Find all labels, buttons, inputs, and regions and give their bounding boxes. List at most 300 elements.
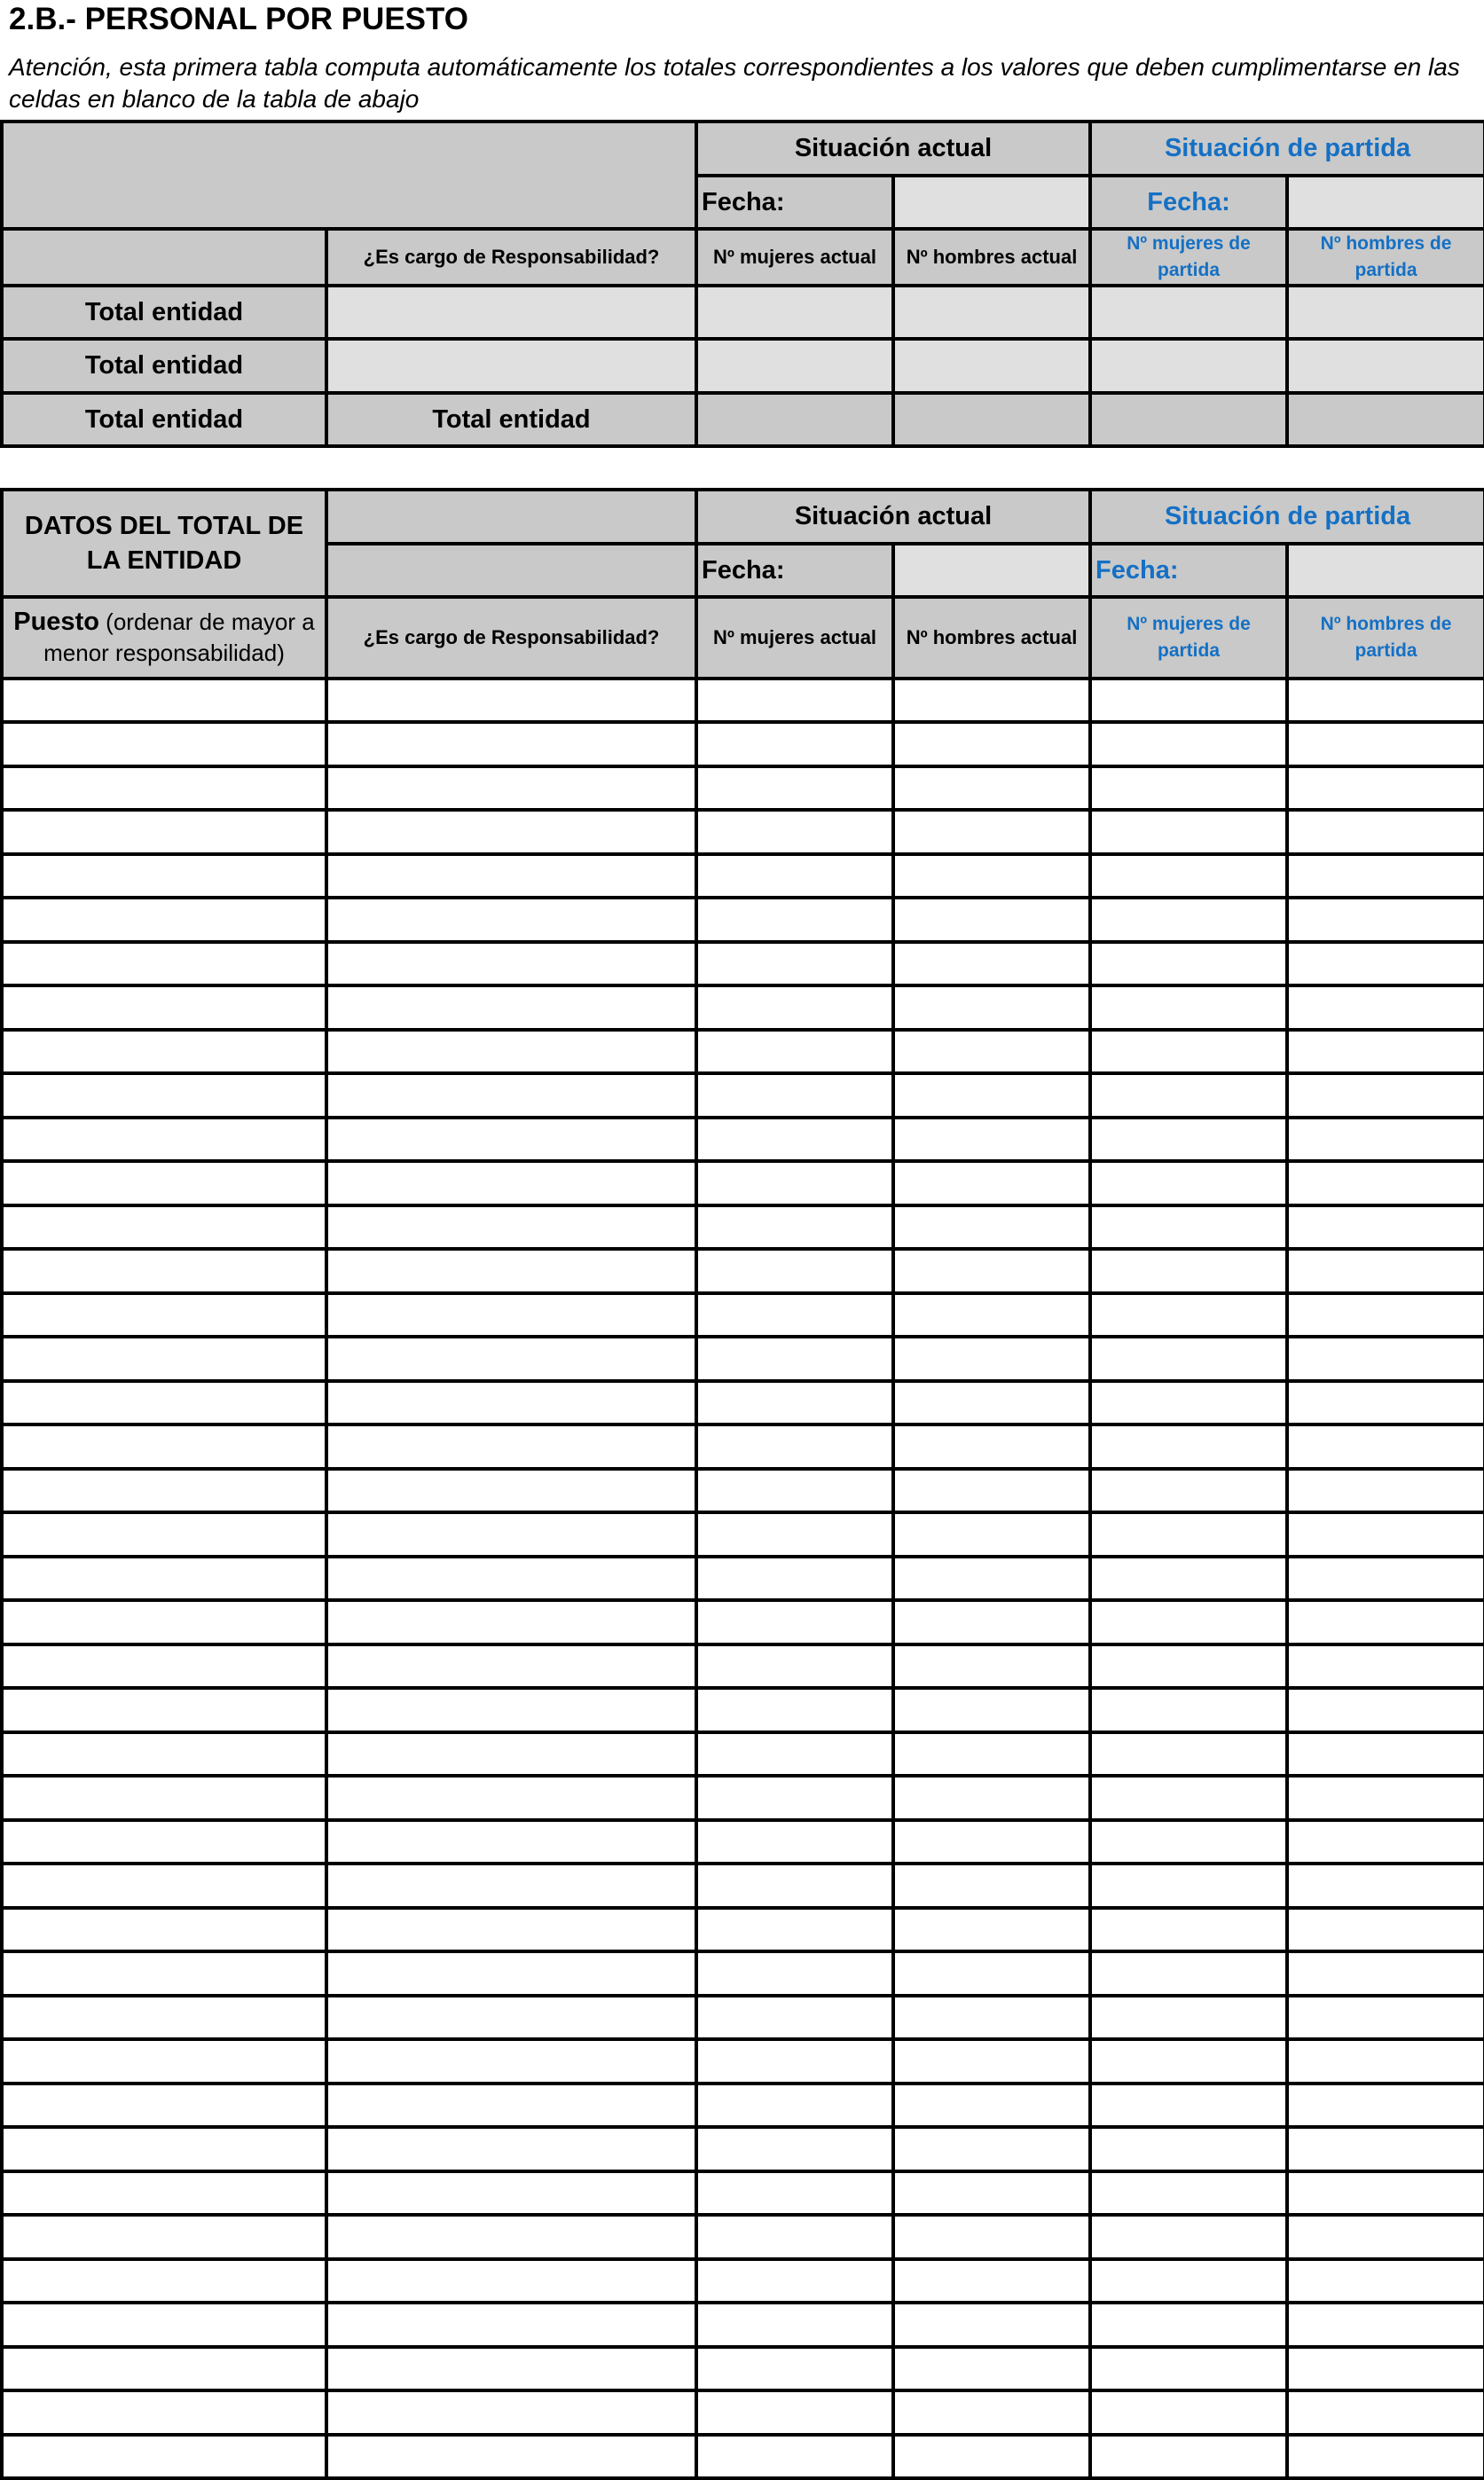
entry-cell-hombres-partida[interactable] — [1287, 1161, 1484, 1205]
table-row — [2, 1776, 1484, 1820]
detail-col-mujeres-actual: Nº mujeres actual — [696, 597, 893, 679]
entry-cell-mujeres-actual[interactable] — [696, 1820, 893, 1864]
entry-cell-puesto[interactable] — [2, 1249, 326, 1293]
entry-cell-mujeres-actual[interactable] — [696, 1951, 893, 1996]
entry-cell-mujeres-actual[interactable] — [696, 722, 893, 766]
entry-cell-mujeres-actual[interactable] — [696, 2171, 893, 2215]
entry-cell-puesto[interactable] — [2, 1688, 326, 1732]
detail-fecha-actual-field[interactable] — [893, 544, 1090, 597]
entry-cell-responsabilidad[interactable] — [326, 898, 696, 942]
entry-cell-mujeres-partida[interactable] — [1090, 1337, 1287, 1381]
entry-cell-hombres-actual[interactable] — [893, 1732, 1090, 1776]
entry-cell-puesto[interactable] — [2, 2390, 326, 2435]
entry-cell-mujeres-partida[interactable] — [1090, 2084, 1287, 2127]
entry-cell-puesto[interactable] — [2, 2127, 326, 2171]
entry-cell-responsabilidad[interactable] — [326, 1469, 696, 1512]
entry-cell-mujeres-partida[interactable] — [1090, 1600, 1287, 1644]
entry-cell-hombres-partida[interactable] — [1287, 1337, 1484, 1381]
entry-cell-responsabilidad[interactable] — [326, 854, 696, 898]
entry-cell-mujeres-partida[interactable] — [1090, 1996, 1287, 2039]
entry-cell-mujeres-partida[interactable] — [1090, 1732, 1287, 1776]
entry-cell-puesto[interactable] — [2, 1512, 326, 1557]
entry-cell-mujeres-actual[interactable] — [696, 1557, 893, 1600]
entry-cell-mujeres-partida[interactable] — [1090, 810, 1287, 854]
entry-cell-mujeres-partida[interactable] — [1090, 1644, 1287, 1688]
entry-cell-hombres-partida[interactable] — [1287, 2435, 1484, 2478]
entry-cell-hombres-actual[interactable] — [893, 1337, 1090, 1381]
summary-fecha-partida-field[interactable] — [1287, 176, 1484, 229]
entry-cell-puesto[interactable] — [2, 1381, 326, 1424]
detail-col-mujeres-partida: Nº mujeres de partida — [1090, 597, 1287, 679]
entry-cell-puesto[interactable] — [2, 766, 326, 810]
entry-cell-hombres-partida[interactable] — [1287, 1864, 1484, 1908]
detail-fecha-actual-label: Fecha: — [696, 544, 893, 597]
entry-cell-mujeres-actual[interactable] — [696, 2259, 893, 2303]
summary-cell-hombres-actual — [893, 339, 1090, 393]
entry-cell-mujeres-partida[interactable] — [1090, 1205, 1287, 1249]
entry-cell-hombres-actual[interactable] — [893, 2084, 1090, 2127]
entry-cell-responsabilidad[interactable] — [326, 1644, 696, 1688]
entry-cell-hombres-partida[interactable] — [1287, 2347, 1484, 2390]
entry-cell-responsabilidad[interactable] — [326, 1557, 696, 1600]
table-row — [2, 1249, 1484, 1293]
summary-cell-responsabilidad — [326, 339, 696, 393]
entry-cell-hombres-actual[interactable] — [893, 2171, 1090, 2215]
entry-cell-mujeres-actual[interactable] — [696, 1996, 893, 2039]
entry-cell-puesto[interactable] — [2, 1424, 326, 1469]
entry-cell-hombres-partida[interactable] — [1287, 1030, 1484, 1073]
entry-cell-responsabilidad[interactable] — [326, 1424, 696, 1469]
entry-cell-responsabilidad[interactable] — [326, 1118, 696, 1161]
entry-cell-hombres-partida[interactable] — [1287, 1776, 1484, 1820]
entry-cell-mujeres-actual[interactable] — [696, 1469, 893, 1512]
entry-cell-hombres-partida[interactable] — [1287, 1381, 1484, 1424]
entry-cell-mujeres-partida[interactable] — [1090, 1381, 1287, 1424]
entry-cell-responsabilidad[interactable] — [326, 1864, 696, 1908]
entry-cell-responsabilidad[interactable] — [326, 1996, 696, 2039]
detail-col-hombres-partida: Nº hombres de partida — [1287, 597, 1484, 679]
summary-cell-mujeres-partida — [1090, 286, 1287, 339]
entry-cell-hombres-actual[interactable] — [893, 1073, 1090, 1118]
entry-cell-hombres-partida[interactable] — [1287, 2303, 1484, 2347]
entry-cell-hombres-partida[interactable] — [1287, 1600, 1484, 1644]
entry-cell-mujeres-actual[interactable] — [696, 1205, 893, 1249]
entry-cell-responsabilidad[interactable] — [326, 2303, 696, 2347]
entry-cell-puesto[interactable] — [2, 1776, 326, 1820]
entry-cell-responsabilidad[interactable] — [326, 1820, 696, 1864]
entry-cell-mujeres-actual[interactable] — [696, 1512, 893, 1557]
entry-cell-hombres-actual[interactable] — [893, 1381, 1090, 1424]
entry-cell-hombres-partida[interactable] — [1287, 854, 1484, 898]
summary-table — [0, 120, 1484, 448]
entry-cell-puesto[interactable] — [2, 1644, 326, 1688]
entry-cell-mujeres-partida[interactable] — [1090, 854, 1287, 898]
entry-cell-mujeres-actual[interactable] — [696, 854, 893, 898]
entry-cell-hombres-actual[interactable] — [893, 1205, 1090, 1249]
entry-cell-responsabilidad[interactable] — [326, 942, 696, 985]
entry-cell-responsabilidad[interactable] — [326, 1381, 696, 1424]
entry-cell-puesto[interactable] — [2, 1205, 326, 1249]
entry-cell-responsabilidad[interactable] — [326, 2435, 696, 2478]
entry-cell-responsabilidad[interactable] — [326, 2347, 696, 2390]
entry-cell-mujeres-actual[interactable] — [696, 942, 893, 985]
entry-cell-hombres-partida[interactable] — [1287, 1073, 1484, 1118]
entry-cell-mujeres-partida[interactable] — [1090, 2127, 1287, 2171]
entry-cell-hombres-partida[interactable] — [1287, 2039, 1484, 2084]
entry-cell-mujeres-actual[interactable] — [696, 1732, 893, 1776]
entry-cell-mujeres-partida[interactable] — [1090, 679, 1287, 722]
entry-cell-hombres-partida[interactable] — [1287, 898, 1484, 942]
entry-cell-mujeres-partida[interactable] — [1090, 2390, 1287, 2435]
entry-cell-hombres-actual[interactable] — [893, 1161, 1090, 1205]
entry-cell-hombres-actual[interactable] — [893, 2303, 1090, 2347]
entry-cell-mujeres-actual[interactable] — [696, 1381, 893, 1424]
entry-cell-hombres-partida[interactable] — [1287, 2127, 1484, 2171]
entry-cell-responsabilidad[interactable] — [326, 1908, 696, 1951]
puesto-label: Puesto — [13, 608, 99, 636]
entry-cell-mujeres-partida[interactable] — [1090, 2171, 1287, 2215]
table-row — [2, 1512, 1484, 1557]
entry-cell-puesto[interactable] — [2, 1951, 326, 1996]
summary-row-label: Total entidad — [2, 286, 326, 339]
entry-cell-mujeres-partida[interactable] — [1090, 1073, 1287, 1118]
entry-cell-hombres-actual[interactable] — [893, 810, 1090, 854]
entry-cell-mujeres-actual[interactable] — [696, 1073, 893, 1118]
entry-cell-mujeres-actual[interactable] — [696, 2347, 893, 2390]
entry-cell-responsabilidad[interactable] — [326, 1293, 696, 1337]
entry-cell-hombres-actual[interactable] — [893, 985, 1090, 1030]
entry-cell-puesto[interactable] — [2, 1864, 326, 1908]
entry-cell-responsabilidad[interactable] — [326, 2127, 696, 2171]
entry-cell-hombres-actual[interactable] — [893, 2347, 1090, 2390]
entry-cell-hombres-partida[interactable] — [1287, 679, 1484, 722]
entry-cell-hombres-actual[interactable] — [893, 1644, 1090, 1688]
entry-cell-mujeres-actual[interactable] — [696, 1600, 893, 1644]
summary-row — [2, 286, 1484, 339]
entry-cell-puesto[interactable] — [2, 1908, 326, 1951]
entry-cell-mujeres-actual[interactable] — [696, 1118, 893, 1161]
table-row — [2, 1073, 1484, 1118]
table-row — [2, 1688, 1484, 1732]
entry-cell-mujeres-actual[interactable] — [696, 1424, 893, 1469]
table-row — [2, 2390, 1484, 2435]
detail-fecha-partida-label: Fecha: — [1090, 544, 1287, 597]
entry-cell-hombres-actual[interactable] — [893, 942, 1090, 985]
detail-group-actual: Situación actual — [696, 490, 1090, 544]
entry-cell-responsabilidad[interactable] — [326, 985, 696, 1030]
entry-cell-hombres-actual[interactable] — [893, 1424, 1090, 1469]
entry-cell-responsabilidad[interactable] — [326, 2259, 696, 2303]
entry-cell-mujeres-actual[interactable] — [696, 2435, 893, 2478]
entry-cell-mujeres-partida[interactable] — [1090, 1864, 1287, 1908]
entry-cell-hombres-actual[interactable] — [893, 2259, 1090, 2303]
entry-cell-mujeres-partida[interactable] — [1090, 2039, 1287, 2084]
entry-cell-puesto[interactable] — [2, 679, 326, 722]
entry-cell-hombres-actual[interactable] — [893, 2435, 1090, 2478]
entry-cell-hombres-partida[interactable] — [1287, 2259, 1484, 2303]
summary-cell-mujeres-actual — [696, 393, 893, 446]
entry-cell-puesto[interactable] — [2, 1820, 326, 1864]
summary-cell-mujeres-actual — [696, 286, 893, 339]
table-row — [2, 722, 1484, 766]
entry-cell-hombres-partida[interactable] — [1287, 985, 1484, 1030]
entry-cell-mujeres-partida[interactable] — [1090, 2347, 1287, 2390]
summary-cell-mujeres-actual — [696, 339, 893, 393]
entry-cell-puesto[interactable] — [2, 854, 326, 898]
table-row — [2, 2215, 1484, 2259]
table-row — [2, 2259, 1484, 2303]
entry-cell-hombres-partida[interactable] — [1287, 2390, 1484, 2435]
entry-cell-mujeres-partida[interactable] — [1090, 1820, 1287, 1864]
summary-cell-hombres-actual — [893, 393, 1090, 446]
entry-cell-puesto[interactable] — [2, 942, 326, 985]
entry-cell-mujeres-actual[interactable] — [696, 1908, 893, 1951]
entry-cell-hombres-actual[interactable] — [893, 1776, 1090, 1820]
entry-cell-hombres-actual[interactable] — [893, 1030, 1090, 1073]
entry-cell-puesto[interactable] — [2, 2435, 326, 2478]
entry-cell-mujeres-partida[interactable] — [1090, 985, 1287, 1030]
entry-cell-mujeres-partida[interactable] — [1090, 1424, 1287, 1469]
entry-cell-mujeres-partida[interactable] — [1090, 1469, 1287, 1512]
entry-cell-mujeres-partida[interactable] — [1090, 1118, 1287, 1161]
entry-cell-hombres-partida[interactable] — [1287, 1951, 1484, 1996]
entry-cell-mujeres-partida[interactable] — [1090, 2215, 1287, 2259]
entry-cell-hombres-partida[interactable] — [1287, 1512, 1484, 1557]
entry-cell-mujeres-partida[interactable] — [1090, 898, 1287, 942]
table-row — [2, 854, 1484, 898]
entry-cell-mujeres-partida[interactable] — [1090, 722, 1287, 766]
summary-row-label: Total entidad — [2, 393, 326, 446]
entry-cell-hombres-partida[interactable] — [1287, 810, 1484, 854]
summary-col-responsabilidad: ¿Es cargo de Responsabilidad? — [326, 229, 696, 286]
entry-cell-mujeres-partida[interactable] — [1090, 1951, 1287, 1996]
entry-cell-hombres-partida[interactable] — [1287, 1908, 1484, 1951]
table-row — [2, 1644, 1484, 1688]
table-row — [2, 1030, 1484, 1073]
entry-cell-puesto[interactable] — [2, 2215, 326, 2259]
entry-cell-responsabilidad[interactable] — [326, 1030, 696, 1073]
entry-cell-mujeres-actual[interactable] — [696, 766, 893, 810]
entry-cell-responsabilidad[interactable] — [326, 679, 696, 722]
entry-cell-puesto[interactable] — [2, 1557, 326, 1600]
entry-cell-hombres-actual[interactable] — [893, 722, 1090, 766]
entry-cell-puesto[interactable] — [2, 2347, 326, 2390]
entry-cell-puesto[interactable] — [2, 2303, 326, 2347]
entry-cell-hombres-actual[interactable] — [893, 1996, 1090, 2039]
entry-cell-hombres-actual[interactable] — [893, 898, 1090, 942]
table-row — [2, 2347, 1484, 2390]
entry-cell-mujeres-actual[interactable] — [696, 2303, 893, 2347]
table-row — [2, 1951, 1484, 1996]
entry-cell-responsabilidad[interactable] — [326, 2084, 696, 2127]
entry-cell-mujeres-partida[interactable] — [1090, 2303, 1287, 2347]
entry-cell-hombres-partida[interactable] — [1287, 1118, 1484, 1161]
entry-cell-hombres-actual[interactable] — [893, 1557, 1090, 1600]
entry-cell-responsabilidad[interactable] — [326, 1249, 696, 1293]
entry-cell-mujeres-actual[interactable] — [696, 810, 893, 854]
entry-cell-mujeres-partida[interactable] — [1090, 1557, 1287, 1600]
entry-cell-mujeres-actual[interactable] — [696, 2390, 893, 2435]
entry-cell-puesto[interactable] — [2, 898, 326, 942]
table-row — [2, 1557, 1484, 1600]
entry-cell-puesto[interactable] — [2, 2039, 326, 2084]
entry-cell-responsabilidad[interactable] — [326, 1205, 696, 1249]
entry-cell-hombres-partida[interactable] — [1287, 1249, 1484, 1293]
entry-cell-mujeres-partida[interactable] — [1090, 1512, 1287, 1557]
entry-cell-hombres-actual[interactable] — [893, 1600, 1090, 1644]
summary-row — [2, 339, 1484, 393]
entry-cell-responsabilidad[interactable] — [326, 2171, 696, 2215]
entry-cell-hombres-partida[interactable] — [1287, 942, 1484, 985]
entry-cell-responsabilidad[interactable] — [326, 1951, 696, 1996]
entry-cell-puesto[interactable] — [2, 2171, 326, 2215]
entry-cell-mujeres-actual[interactable] — [696, 2215, 893, 2259]
entry-cell-puesto[interactable] — [2, 722, 326, 766]
table-row — [2, 810, 1484, 854]
entry-cell-responsabilidad[interactable] — [326, 1776, 696, 1820]
entry-cell-hombres-actual[interactable] — [893, 1293, 1090, 1337]
entry-cell-hombres-actual[interactable] — [893, 766, 1090, 810]
entry-cell-responsabilidad[interactable] — [326, 1337, 696, 1381]
entry-cell-responsabilidad[interactable] — [326, 766, 696, 810]
entry-cell-puesto[interactable] — [2, 1469, 326, 1512]
entry-cell-puesto[interactable] — [2, 985, 326, 1030]
summary-fecha-partida-label: Fecha: — [1090, 176, 1287, 229]
entry-cell-puesto[interactable] — [2, 2259, 326, 2303]
entry-cell-mujeres-actual[interactable] — [696, 2127, 893, 2171]
entry-cell-mujeres-partida[interactable] — [1090, 1688, 1287, 1732]
entry-cell-puesto[interactable] — [2, 1161, 326, 1205]
table-row — [2, 2039, 1484, 2084]
entry-cell-hombres-actual[interactable] — [893, 1469, 1090, 1512]
entry-cell-hombres-partida[interactable] — [1287, 1469, 1484, 1512]
entry-cell-mujeres-actual[interactable] — [696, 2084, 893, 2127]
entry-cell-hombres-actual[interactable] — [893, 854, 1090, 898]
entry-cell-responsabilidad[interactable] — [326, 1732, 696, 1776]
entry-cell-puesto[interactable] — [2, 1600, 326, 1644]
table-row — [2, 766, 1484, 810]
entry-cell-hombres-partida[interactable] — [1287, 1293, 1484, 1337]
entry-cell-responsabilidad[interactable] — [326, 1512, 696, 1557]
entry-cell-mujeres-actual[interactable] — [696, 1293, 893, 1337]
entry-cell-puesto[interactable] — [2, 1996, 326, 2039]
entry-cell-hombres-actual[interactable] — [893, 2127, 1090, 2171]
entry-cell-mujeres-actual[interactable] — [696, 1776, 893, 1820]
table-row — [2, 1864, 1484, 1908]
entry-cell-mujeres-partida[interactable] — [1090, 1908, 1287, 1951]
entry-cell-puesto[interactable] — [2, 1337, 326, 1381]
table-row — [2, 1424, 1484, 1469]
entry-cell-puesto[interactable] — [2, 2084, 326, 2127]
entry-cell-puesto[interactable] — [2, 1732, 326, 1776]
entry-cell-mujeres-partida[interactable] — [1090, 942, 1287, 985]
entry-cell-hombres-actual[interactable] — [893, 1820, 1090, 1864]
entry-cell-mujeres-actual[interactable] — [696, 1688, 893, 1732]
entry-cell-puesto[interactable] — [2, 1030, 326, 1073]
entry-cell-mujeres-actual[interactable] — [696, 1030, 893, 1073]
entry-cell-mujeres-actual[interactable] — [696, 1337, 893, 1381]
entry-cell-mujeres-partida[interactable] — [1090, 1030, 1287, 1073]
entry-cell-hombres-actual[interactable] — [893, 2390, 1090, 2435]
entry-cell-hombres-actual[interactable] — [893, 1951, 1090, 1996]
entry-cell-hombres-actual[interactable] — [893, 2039, 1090, 2084]
entry-cell-mujeres-partida[interactable] — [1090, 1249, 1287, 1293]
entry-cell-hombres-actual[interactable] — [893, 1118, 1090, 1161]
entry-cell-mujeres-partida[interactable] — [1090, 766, 1287, 810]
entry-cell-responsabilidad[interactable] — [326, 1688, 696, 1732]
entry-cell-hombres-actual[interactable] — [893, 679, 1090, 722]
entry-cell-hombres-partida[interactable] — [1287, 1205, 1484, 1249]
entry-cell-responsabilidad[interactable] — [326, 810, 696, 854]
entry-cell-mujeres-actual[interactable] — [696, 1864, 893, 1908]
entry-cell-responsabilidad[interactable] — [326, 1161, 696, 1205]
entry-cell-hombres-partida[interactable] — [1287, 2215, 1484, 2259]
entry-cell-mujeres-actual[interactable] — [696, 1249, 893, 1293]
entry-cell-responsabilidad[interactable] — [326, 2390, 696, 2435]
entry-cell-mujeres-partida[interactable] — [1090, 2435, 1287, 2478]
entry-cell-hombres-partida[interactable] — [1287, 722, 1484, 766]
entry-cell-hombres-partida[interactable] — [1287, 1424, 1484, 1469]
entry-cell-hombres-actual[interactable] — [893, 1249, 1090, 1293]
entry-cell-mujeres-actual[interactable] — [696, 985, 893, 1030]
entry-cell-mujeres-actual[interactable] — [696, 679, 893, 722]
detail-col-puesto — [2, 597, 326, 679]
entry-cell-hombres-actual[interactable] — [893, 1512, 1090, 1557]
entry-cell-mujeres-partida[interactable] — [1090, 2259, 1287, 2303]
summary-group-actual: Situación actual — [696, 122, 1090, 176]
entry-cell-puesto[interactable] — [2, 1293, 326, 1337]
entry-cell-puesto[interactable] — [2, 810, 326, 854]
entry-cell-puesto[interactable] — [2, 1118, 326, 1161]
entry-cell-responsabilidad[interactable] — [326, 2215, 696, 2259]
entry-cell-mujeres-actual[interactable] — [696, 1161, 893, 1205]
entry-cell-mujeres-partida[interactable] — [1090, 1293, 1287, 1337]
entry-cell-hombres-partida[interactable] — [1287, 1820, 1484, 1864]
entry-cell-mujeres-actual[interactable] — [696, 2039, 893, 2084]
entry-cell-responsabilidad[interactable] — [326, 2039, 696, 2084]
entry-cell-responsabilidad[interactable] — [326, 722, 696, 766]
entry-cell-hombres-partida[interactable] — [1287, 2084, 1484, 2127]
entry-cell-hombres-actual[interactable] — [893, 1864, 1090, 1908]
entry-cell-puesto[interactable] — [2, 1073, 326, 1118]
entry-cell-mujeres-partida[interactable] — [1090, 1776, 1287, 1820]
entry-cell-hombres-partida[interactable] — [1287, 1644, 1484, 1688]
entry-cell-hombres-partida[interactable] — [1287, 1557, 1484, 1600]
entry-cell-mujeres-actual[interactable] — [696, 898, 893, 942]
entry-cell-hombres-actual[interactable] — [893, 1688, 1090, 1732]
table-row — [2, 2084, 1484, 2127]
entry-cell-hombres-partida[interactable] — [1287, 1996, 1484, 2039]
summary-row — [2, 393, 1484, 446]
entry-cell-responsabilidad[interactable] — [326, 1073, 696, 1118]
table-row — [2, 679, 1484, 722]
summary-cell-responsabilidad — [326, 286, 696, 339]
entry-cell-hombres-partida[interactable] — [1287, 1688, 1484, 1732]
table-row — [2, 942, 1484, 985]
detail-fecha-partida-field[interactable] — [1287, 544, 1484, 597]
entry-cell-hombres-partida[interactable] — [1287, 2171, 1484, 2215]
summary-fecha-actual-field[interactable] — [893, 176, 1090, 229]
entry-cell-mujeres-partida[interactable] — [1090, 1161, 1287, 1205]
entry-cell-mujeres-actual[interactable] — [696, 1644, 893, 1688]
entry-cell-hombres-actual[interactable] — [893, 1908, 1090, 1951]
entry-cell-responsabilidad[interactable] — [326, 1600, 696, 1644]
entry-cell-hombres-actual[interactable] — [893, 2215, 1090, 2259]
entry-cell-hombres-partida[interactable] — [1287, 1732, 1484, 1776]
table-row — [2, 1732, 1484, 1776]
table-row — [2, 1293, 1484, 1337]
entry-cell-hombres-partida[interactable] — [1287, 766, 1484, 810]
